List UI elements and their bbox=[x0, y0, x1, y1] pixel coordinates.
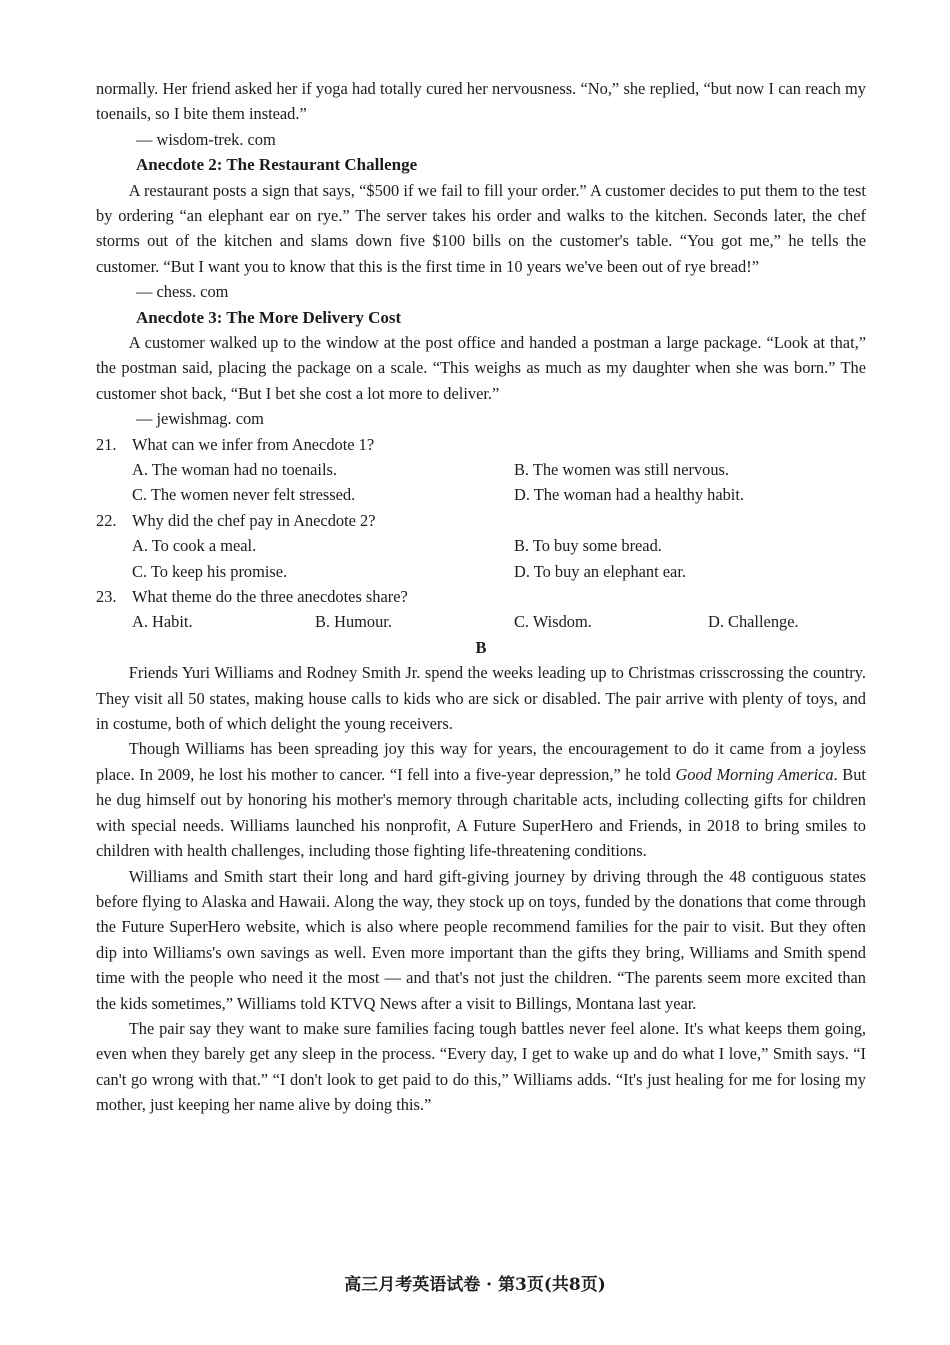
option-a[interactable]: A. To cook a meal. bbox=[132, 536, 257, 556]
question-stem: What theme do the three anecdotes share? bbox=[132, 587, 408, 607]
anecdote2-text: A restaurant posts a sign that says, “$500 if we fail to fill your order.” A customer decides to put them to the test by ordering “an elephant ear on rye.” The server takes his order and walks to the kitchen. Seconds later, the chef storms out of the kitchen and slams down five $100 bills on the customer's table. “You got me,” he tells the customer. “But I want you to know that this is the first time in 10 years we've been out of rye bread!” bbox=[96, 180, 866, 276]
options-row bbox=[96, 533, 866, 558]
option-b[interactable]: B. The women was still nervous. bbox=[514, 460, 730, 480]
option-c[interactable]: C. Wisdom. bbox=[514, 612, 592, 632]
passage-b-paragraph-1: Friends Yuri Williams and Rodney Smith Jr. spend the weeks leading up to Christmas crisscrossing the country. They visit all 50 states, making house calls to kids who are sick or disabled. The pair arrive with plenty of toys, and in costume, both of which delight the young receivers. bbox=[96, 663, 866, 734]
exam-page bbox=[96, 76, 866, 1118]
question-23 bbox=[96, 584, 866, 609]
question-number: 22. bbox=[96, 510, 117, 530]
options-row bbox=[96, 559, 866, 584]
option-d[interactable]: D. The woman had a healthy habit. bbox=[514, 485, 745, 505]
options-row bbox=[96, 457, 866, 482]
option-d[interactable]: D. To buy an elephant ear. bbox=[514, 561, 686, 581]
option-b[interactable]: B. To buy some bread. bbox=[514, 536, 662, 556]
anecdote2-source: — chess. com bbox=[136, 282, 229, 302]
option-a[interactable]: A. Habit. bbox=[132, 612, 193, 632]
show-title: Good Morning America bbox=[675, 764, 834, 784]
anecdote2-title: Anecdote 2: The Restaurant Challenge bbox=[136, 155, 418, 175]
anecdote3-title: Anecdote 3: The More Delivery Cost bbox=[136, 307, 402, 327]
passage-b-paragraph-4: The pair say they want to make sure families facing tough battles never feel alone. It's what keeps them going, even when they barely get any sleep in the process. “Every day, I get to wake up and do what I love,” Smith says. “I can't go wrong with that.” “I don't look to get paid to do this,” Williams adds. “It's just healing for me for losing my mother, just keeping her name alive by doing this.” bbox=[96, 1018, 866, 1115]
question-22 bbox=[96, 508, 866, 533]
passage-b-paragraph-3: Williams and Smith start their long and hard gift-giving journey by driving through the 48 contiguous states before flying to Alaska and Hawaii. Along the way, they stock up on toys, funded by the donations that come through the Future SuperHero website, which is also where people recommend families for the pair to visit. But they often dip into Williams's own savings as well. Even more important than the gifts they bring, Williams and Smith spend time with the people who need it the most — and that's not just the children. “The parents seem more excited than the kids sometimes,” Williams told KTVQ News after a visit to Billings, Montana last year. bbox=[96, 866, 866, 1013]
anecdote1-ending: normally. Her friend asked her if yoga had totally cured her nervousness. “No,” she replied, “but now I can reach my toenails, so I bite them instead.” bbox=[96, 79, 866, 124]
paragraph-text: . But he dug himself out by honoring his mother's memory through charitable acts, including collecting gifts for children with special needs. Williams launched his nonprofit, A Future SuperHero and Friends, in 2018 to bring smiles to children with health challenges, including those fighting life-threatening conditions. bbox=[96, 764, 866, 861]
paragraph-text: Though Williams has been spreading joy this way for years, the encouragement to do it came from a joyless place. In 2009, he lost his mother to cancer. “I fell into a five-year depression,” he told bbox=[96, 739, 866, 784]
option-b[interactable]: B. Humour. bbox=[315, 612, 392, 632]
option-a[interactable]: A. The woman had no toenails. bbox=[132, 460, 337, 480]
option-c[interactable]: C. The women never felt stressed. bbox=[132, 485, 356, 505]
option-d[interactable]: D. Challenge. bbox=[708, 612, 799, 632]
options-row bbox=[96, 609, 866, 634]
page-footer: 高三月考英语试卷 · 第3页(共8页) bbox=[344, 1275, 606, 1295]
question-number: 21. bbox=[96, 434, 117, 454]
option-c[interactable]: C. To keep his promise. bbox=[132, 561, 288, 581]
section-b-label: B bbox=[475, 637, 487, 657]
anecdote1-source: — wisdom-trek. com bbox=[136, 129, 276, 149]
options-row bbox=[96, 482, 866, 507]
question-stem: What can we infer from Anecdote 1? bbox=[132, 434, 375, 454]
passage-b-paragraph-2 bbox=[96, 736, 866, 863]
anecdote3-source: — jewishmag. com bbox=[136, 409, 264, 429]
question-stem: Why did the chef pay in Anecdote 2? bbox=[132, 510, 376, 530]
question-21 bbox=[96, 432, 866, 457]
anecdote3-text: A customer walked up to the window at the post office and handed a postman a large package. “Look at that,” the postman said, placing the package on a scale. “This weighs as much as my daughter when she was born.” The customer shot back, “But I bet she cost a lot more to deliver.” bbox=[96, 333, 866, 403]
question-number: 23. bbox=[96, 587, 117, 607]
